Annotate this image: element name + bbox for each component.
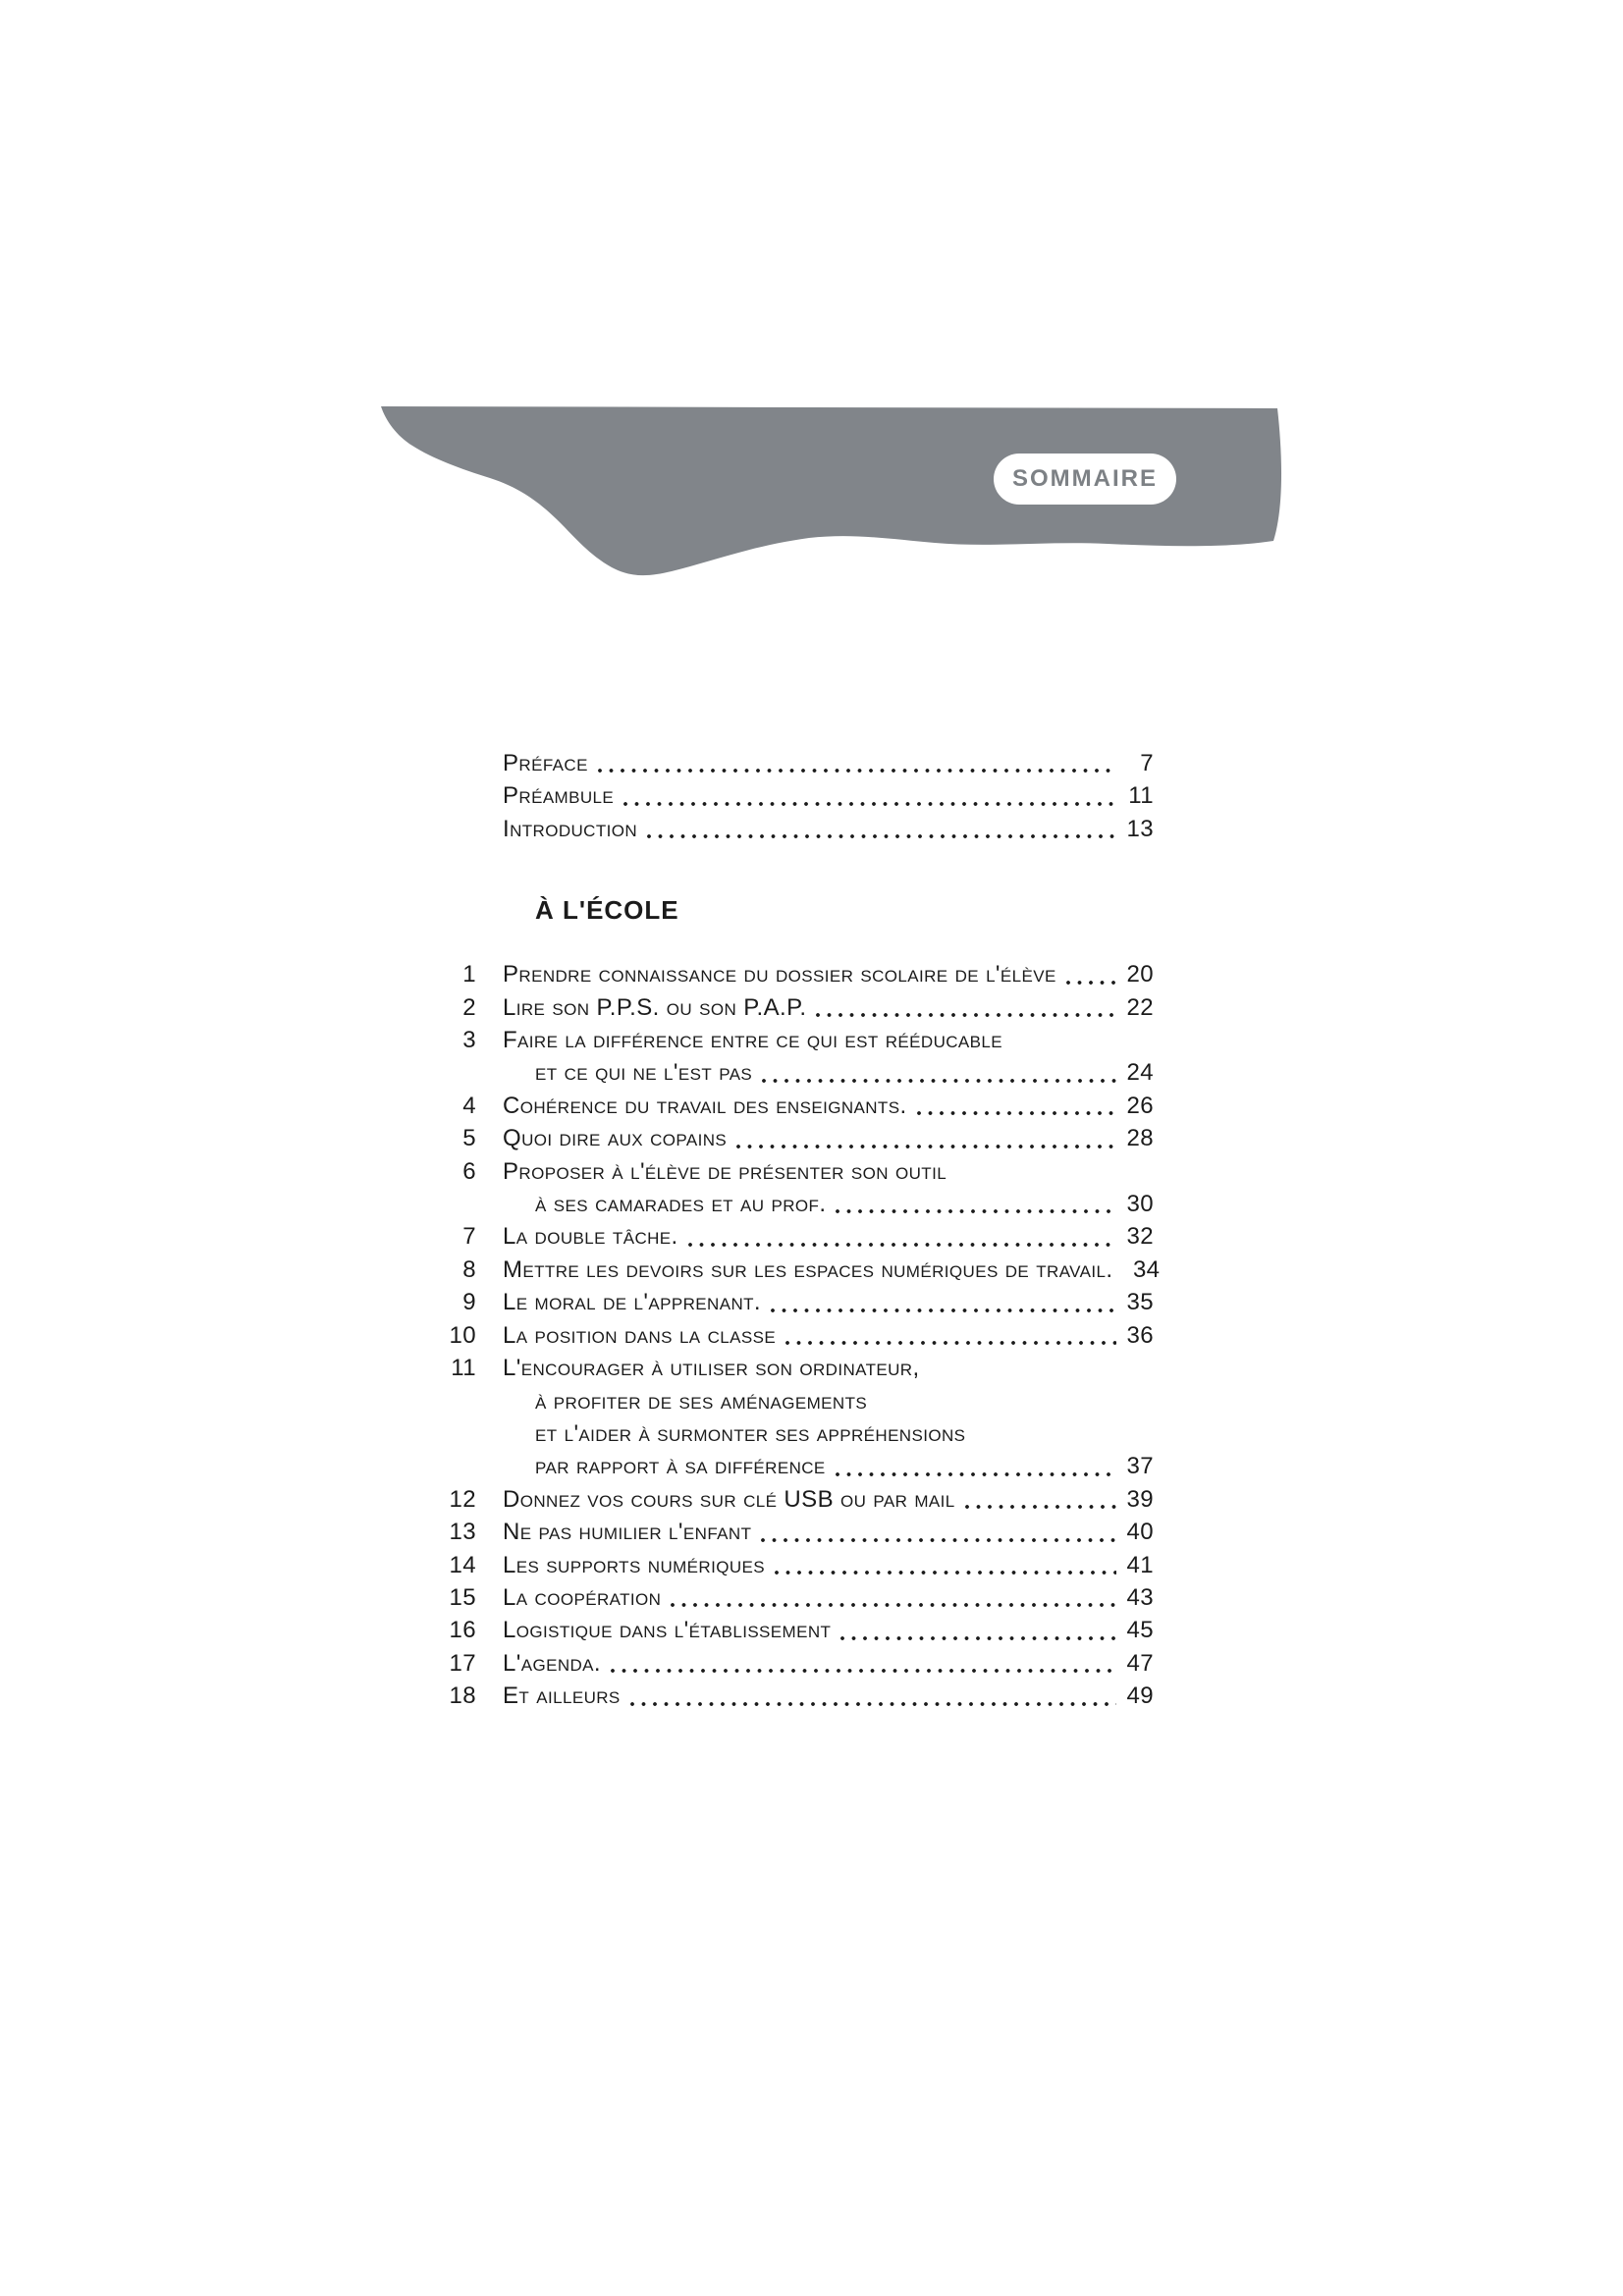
toc-dot-leader: [688, 1243, 1116, 1247]
toc-page-number: 26: [1126, 1092, 1154, 1119]
toc-entry-number: [447, 1450, 476, 1482]
toc-row: [447, 1450, 1154, 1482]
toc-row: [447, 1581, 1154, 1614]
toc-entry-number: 17: [449, 1649, 476, 1677]
toc-entry-label: à ses camarades et au prof.: [535, 1191, 827, 1218]
toc-page-number: 28: [1126, 1125, 1154, 1152]
toc-dot-leader: [917, 1111, 1116, 1115]
toc-row: [447, 1417, 1154, 1450]
toc-entry-number: 4: [462, 1092, 476, 1119]
toc-entry-label: Logistique dans l'établissement: [503, 1617, 832, 1644]
toc-row: [447, 991, 1154, 1024]
toc-row: [447, 1122, 1154, 1154]
sommaire-badge-label: SOMMAIRE: [1012, 465, 1158, 492]
toc-entry-label: Quoi dire aux copains: [503, 1125, 728, 1152]
toc-dot-leader: [736, 1145, 1116, 1148]
toc-dot-leader: [840, 1636, 1116, 1640]
toc-entry-label: Donnez vos cours sur clé USB ou par mail: [503, 1485, 955, 1513]
front-matter-list: [447, 747, 1154, 845]
toc-entry-number: 2: [462, 993, 476, 1021]
toc-entry-number: 8: [462, 1255, 476, 1283]
toc-dot-leader: [762, 1079, 1116, 1083]
toc-entry-label: Préambule: [503, 782, 615, 810]
toc-page-number: 47: [1126, 1649, 1154, 1677]
toc-row: [447, 1319, 1154, 1352]
table-of-contents: [447, 747, 1161, 1713]
toc-entry-label: L'encourager à utiliser son ordinateur,: [503, 1355, 920, 1382]
toc-entry-number: 10: [449, 1321, 476, 1349]
toc-entry-label: Préface: [503, 750, 588, 776]
toc-page-number: 13: [1126, 815, 1154, 842]
toc-entry-label: par rapport à sa différence: [535, 1453, 826, 1480]
toc-page-number: 37: [1126, 1453, 1154, 1480]
toc-entry-number: [447, 813, 476, 845]
toc-dot-leader: [647, 834, 1116, 838]
toc-entry-label: Proposer à l'élève de présenter son outil: [503, 1157, 947, 1185]
toc-dot-leader: [630, 1702, 1116, 1706]
toc-entry-number: 9: [462, 1289, 476, 1316]
toc-entry-number: [447, 1385, 476, 1417]
toc-entry-number: 3: [462, 1027, 476, 1054]
toc-row: [447, 1220, 1154, 1253]
section-heading: À L'ÉCOLE: [535, 895, 679, 926]
toc-entry-label: Prendre connaissance du dossier scolaire de l'élève: [503, 961, 1056, 988]
toc-page-number: 11: [1128, 782, 1154, 810]
toc-row: [447, 1352, 1154, 1384]
toc-page-number: 40: [1126, 1519, 1154, 1546]
toc-row: [447, 1516, 1154, 1548]
toc-dot-leader: [836, 1209, 1116, 1213]
toc-dot-leader: [623, 802, 1116, 806]
toc-page-number: 41: [1126, 1551, 1154, 1578]
toc-entry-number: 14: [449, 1551, 476, 1578]
sommaire-badge: [994, 454, 1176, 505]
toc-dot-leader: [598, 769, 1116, 773]
toc-page-number: 45: [1126, 1617, 1154, 1644]
toc-page-number: 35: [1126, 1289, 1154, 1316]
toc-page-number: 30: [1126, 1191, 1154, 1218]
toc-page-number: 20: [1126, 961, 1154, 988]
toc-entry-label: Mettre les devoirs sur les espaces numériques de travail.: [503, 1255, 1113, 1283]
toc-entry-label: Et ailleurs: [503, 1682, 621, 1710]
toc-entry-number: 16: [449, 1617, 476, 1644]
toc-entry-label: La position dans la classe: [503, 1321, 777, 1349]
toc-page-number: 36: [1126, 1321, 1154, 1349]
toc-row: [447, 1155, 1154, 1188]
toc-row: [447, 779, 1154, 812]
toc-row: [447, 1647, 1154, 1680]
toc-page-number: 39: [1126, 1485, 1154, 1513]
toc-entry-number: [447, 1417, 476, 1450]
toc-entry-number: 13: [449, 1519, 476, 1546]
toc-entry-number: 11: [451, 1355, 476, 1382]
toc-entry-label: Le moral de l'apprenant.: [503, 1289, 761, 1316]
toc-dot-leader: [771, 1308, 1116, 1312]
toc-dot-leader: [761, 1538, 1116, 1542]
toc-entry-number: [447, 1188, 476, 1220]
toc-row: [447, 1549, 1154, 1581]
toc-dot-leader: [965, 1505, 1116, 1509]
toc-entry-number: 5: [462, 1125, 476, 1152]
toc-row: [447, 1286, 1154, 1318]
toc-page-number: 32: [1126, 1223, 1154, 1251]
toc-entry-label: et l'aider à surmonter ses appréhensions: [535, 1419, 966, 1447]
toc-entry-label: Les supports numériques: [503, 1551, 766, 1578]
toc-page-number: 49: [1126, 1682, 1154, 1710]
toc-row: [447, 1483, 1154, 1516]
toc-row: [447, 958, 1154, 990]
toc-entry-number: [447, 1056, 476, 1089]
toc-page-number: 24: [1126, 1059, 1154, 1087]
toc-dot-leader: [816, 1013, 1116, 1017]
toc-page-number: 34: [1132, 1255, 1161, 1283]
toc-entry-number: [447, 747, 476, 779]
toc-row: [447, 1385, 1154, 1417]
toc-row: [447, 747, 1154, 779]
toc-dot-leader: [836, 1472, 1116, 1476]
toc-row: [447, 1680, 1154, 1712]
toc-entry-number: 18: [449, 1682, 476, 1710]
toc-entry-number: 7: [462, 1223, 476, 1251]
toc-row: [447, 813, 1154, 845]
toc-entry-label: La coopération: [503, 1583, 662, 1611]
toc-entry-label: à profiter de ses aménagements: [535, 1387, 868, 1415]
toc-page-number: 22: [1126, 993, 1154, 1021]
toc-dot-leader: [775, 1571, 1116, 1575]
toc-entry-label: Lire son P.P.S. ou son P.A.P.: [503, 993, 807, 1021]
toc-row: [447, 1024, 1154, 1056]
toc-entry-label: L'agenda.: [503, 1649, 601, 1677]
toc-entry-number: 15: [449, 1583, 476, 1611]
entries-list: [447, 958, 1161, 1712]
toc-dot-leader: [611, 1669, 1116, 1673]
toc-row: [447, 1056, 1154, 1089]
toc-entry-number: [447, 779, 476, 812]
toc-entry-number: 6: [462, 1157, 476, 1185]
toc-dot-leader: [1066, 981, 1116, 985]
toc-row: [447, 1090, 1154, 1122]
toc-entry-label: La double tâche.: [503, 1223, 678, 1251]
toc-row: [447, 1614, 1154, 1646]
toc-page-number: 7: [1140, 750, 1154, 776]
toc-dot-leader: [671, 1603, 1116, 1607]
toc-entry-number: 1: [462, 961, 476, 988]
toc-dot-leader: [785, 1341, 1116, 1345]
toc-page-number: 43: [1126, 1583, 1154, 1611]
toc-entry-label: Ne pas humilier l'enfant: [503, 1519, 752, 1546]
toc-entry-label: Introduction: [503, 815, 638, 842]
toc-row: [447, 1188, 1154, 1220]
toc-entry-label: Cohérence du travail des enseignants.: [503, 1092, 907, 1119]
toc-entry-label: et ce qui ne l'est pas: [535, 1059, 753, 1087]
toc-row: [447, 1254, 1161, 1286]
toc-entry-number: 12: [449, 1485, 476, 1513]
toc-entry-label: Faire la différence entre ce qui est rééducable: [503, 1027, 1002, 1054]
